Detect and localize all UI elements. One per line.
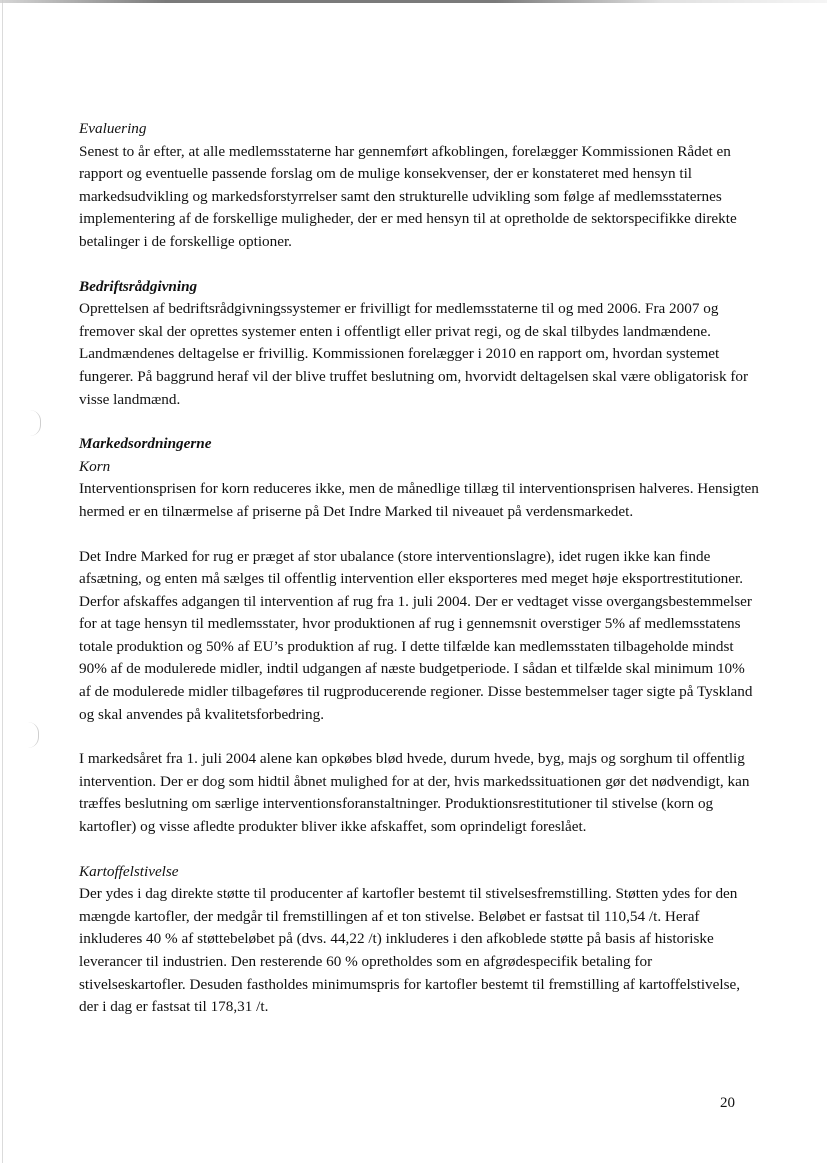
- page-number: 20: [720, 1095, 735, 1111]
- scan-edge-left: [2, 0, 3, 1163]
- punch-hole-mark: [30, 410, 41, 436]
- paragraph: Senest to år efter, at alle medlemsstaterne har gennemført afkoblingen, forelægger Kommissionen Rådet en rapport og eventuelle passende forslag om de mulige konsekvenser, der er konstateret med hensyn til markedsudvikling og markedsforstyrrelser samt den strukturelle udvikling som følge af medlemsstaternes implementering af de forskellige muligheder, der er med hensyn til at opretholde de sektorspecifikke direkte betalinger i de forskellige optioner.: [79, 142, 737, 250]
- section-bedriftsraadgivning: [79, 276, 759, 412]
- section-subheading: Korn: [79, 457, 111, 475]
- document-body: [79, 118, 759, 1019]
- section-heading: Markedsordningerne: [79, 435, 212, 453]
- section-heading: Bedriftsrådgivning: [79, 277, 198, 295]
- section-kartoffelstivelse: [79, 861, 759, 1019]
- paragraph: Der ydes i dag direkte støtte til producenter af kartofler bestemt til stivelsesfremstilling. Støtten ydes for den mængde kartofler, der medgår til fremstillingen af et ton stivelse. Beløbet er fastsat til 110,54 /t. Heraf inkluderes 40 % af støttebeløbet på (dvs. 44,22 /t) inkluderes i den afkoblede støtte på basis af historiske leverancer til industrien. Den resterende 60 % opretholdes som en afgrødespecifik betaling for stivelseskartofler. Desuden fastholdes minimumspris for kartofler bestemt til fremstilling af kartoffelstivelse, der i dag er fastsat til 178,31 /t.: [79, 885, 741, 1016]
- section-heading: Evaluering: [79, 120, 147, 137]
- section-markedsordningerne: [79, 433, 759, 839]
- paragraph: Oprettelsen af bedriftsrådgivningssystemer er frivilligt for medlemsstaterne til og med 2006. Fra 2007 og fremover skal der oprettes systemer enten i offentligt eller privat regi, og de skal tilbydes landmændene. Landmændenes deltagelse er frivillig. Kommissionen forelægger i 2010 en rapport om, hvordan systemet fungerer. På baggrund heraf vil der blive truffet beslutning om, hvorvidt deltagelsen skal være obligatorisk for visse landmænd.: [79, 300, 749, 408]
- punch-hole-mark: [28, 722, 39, 748]
- paragraph: Interventionsprisen for korn reduceres ikke, men de månedlige tillæg til interventionsprisen halveres. Hensigten hermed er en tilnærmelse af priserne på Det Indre Marked til niveauet på verdensmarkedet.: [79, 480, 759, 520]
- section-evaluering: [79, 118, 759, 254]
- section-heading: Kartoffelstivelse: [79, 862, 179, 880]
- paragraph: Det Indre Marked for rug er præget af stor ubalance (store interventionslagre), idet rugen ikke kan finde afsætning, og enten må sælges til offentlig intervention eller eksporteres med meget høje eksportrestitutioner. Derfor afskaffes adgangen til intervention af rug fra 1. juli 2004. Der er vedtaget visse overgangsbestemmelser for at tage hensyn til medlemsstater, hvor produktionen af rug i gennemsnit overstiger 5% af medlemsstatens totale produktion og 50% af EU’s produktion af rug. I dette tilfælde kan medlemsstaten tilbageholde mindst 90% af de modulerede midler, indtil udgangen af næste budgetperiode. I sådan et tilfælde skal minimum 10% af de modulerede midler tilbageføres til rugproducerende regioner. Disse bestemmelser tager sigte på Tyskland og skal anvendes på kvalitetsforbedring.: [79, 547, 753, 723]
- scan-edge-top: [0, 0, 827, 3]
- paragraph: I markedsåret fra 1. juli 2004 alene kan opkøbes blød hvede, durum hvede, byg, majs og sorghum til offentlig intervention. Der er dog som hidtil åbnet mulighed for at der, hvis markedssituationen gør det nødvendigt, kan træffes beslutning om særlige interventionsforanstaltninger. Produktionsrestitutioner til stivelse (korn og kartofler) og visse afledte produkter bliver ikke afskaffet, som oprindeligt foreslået.: [79, 750, 750, 836]
